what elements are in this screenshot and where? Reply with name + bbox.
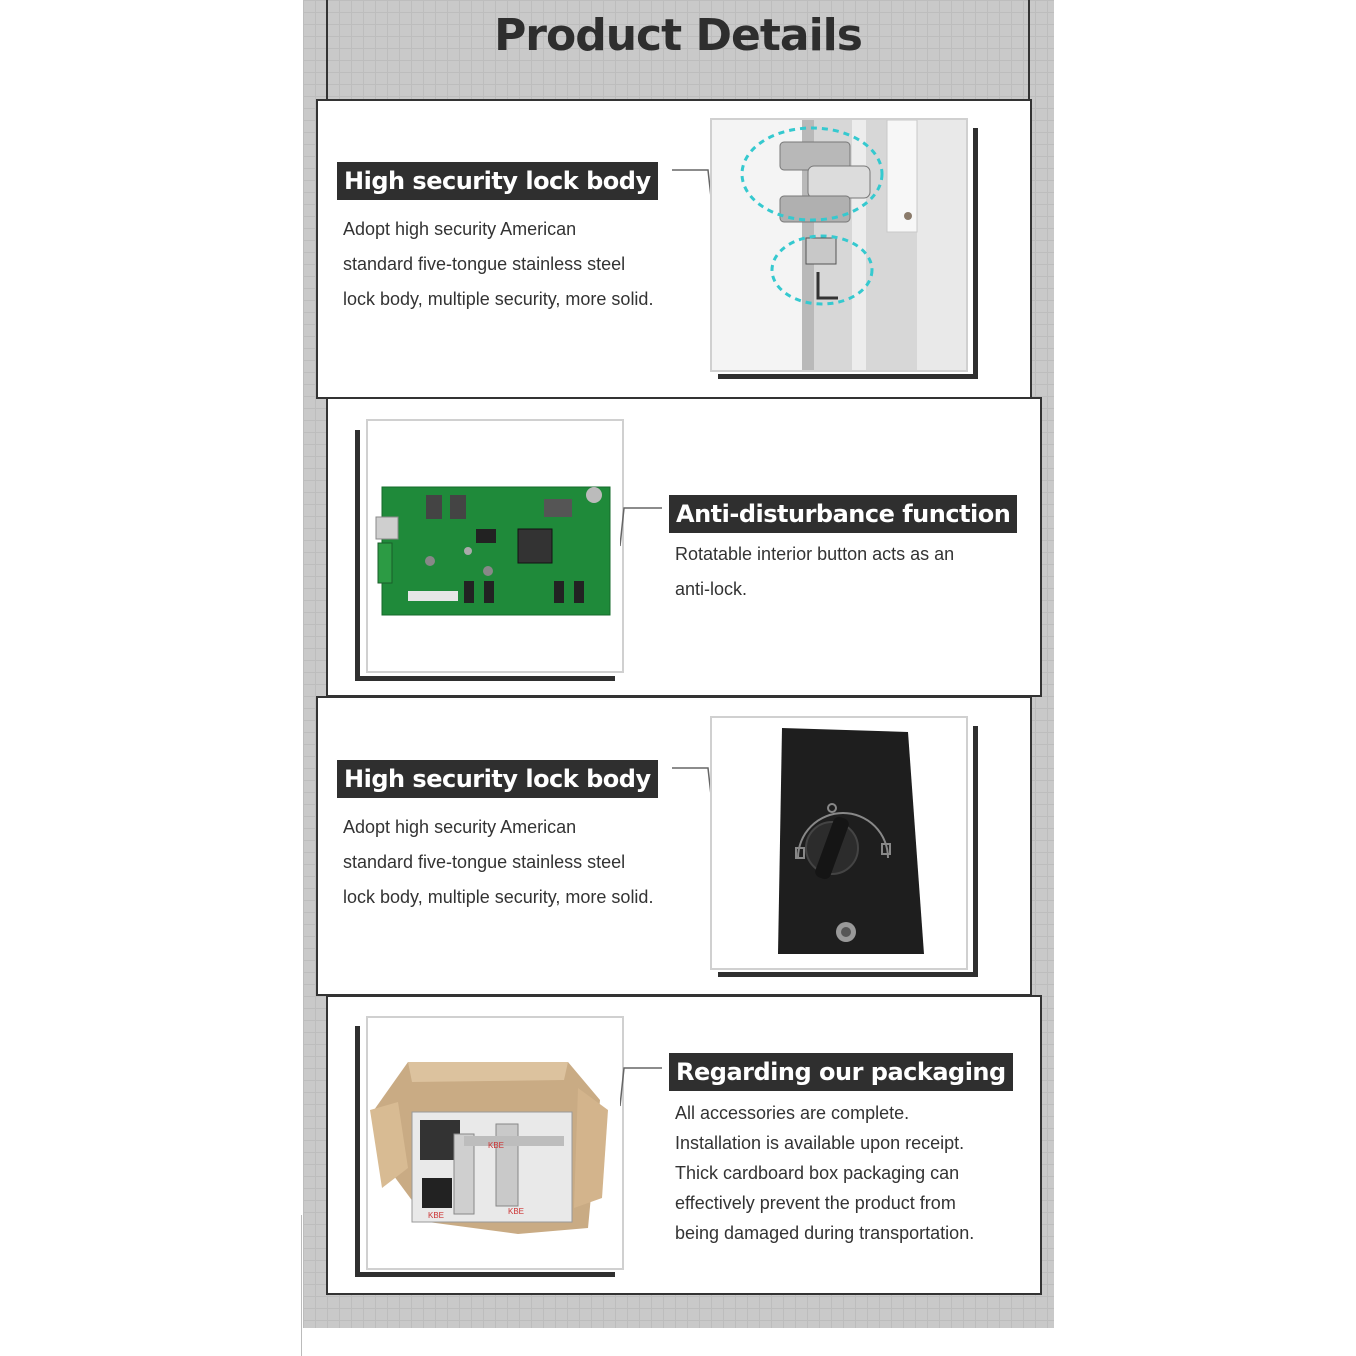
svg-text:KBE: KBE — [488, 1141, 505, 1150]
description-line: effectively prevent the product from — [675, 1193, 956, 1213]
description-line: lock body, multiple security, more solid. — [343, 289, 654, 309]
section-heading: Regarding our packaging — [669, 1053, 1013, 1091]
section-description — [343, 212, 653, 317]
svg-text:KBE: KBE — [428, 1211, 445, 1220]
frame-shadow — [355, 1272, 615, 1277]
section-description — [675, 1098, 974, 1248]
svg-text:KBE: KBE — [508, 1207, 525, 1216]
frame-shadow — [718, 972, 978, 977]
description-line: Installation is available upon receipt. — [675, 1133, 965, 1153]
description-line: Rotatable interior button acts as an — [675, 544, 955, 564]
pointer-arrow — [620, 506, 664, 550]
section-description — [675, 537, 954, 607]
title-header — [326, 0, 1030, 100]
frame-shadow — [355, 430, 360, 681]
section-heading: High security lock body — [337, 162, 658, 200]
product-image-frame — [366, 1016, 624, 1270]
frame-shadow — [355, 676, 615, 681]
divider — [301, 1215, 302, 1356]
pointer-arrow — [672, 168, 714, 210]
lock-body-bolts-photo — [712, 120, 966, 370]
product-image-frame — [366, 419, 624, 673]
frame-shadow — [973, 726, 978, 977]
section-heading: High security lock body — [337, 760, 658, 798]
description-line: being damaged during transportation. — [675, 1223, 975, 1243]
circuit-board-photo — [368, 421, 622, 671]
description-line: Adopt high security American — [343, 817, 577, 837]
frame-shadow — [973, 128, 978, 379]
page-title: Product Details — [494, 10, 862, 61]
product-image-frame — [710, 716, 968, 970]
description-line: standard five-tongue stainless steel — [343, 852, 626, 872]
pointer-arrow — [620, 1066, 664, 1110]
pointer-arrow — [672, 766, 714, 808]
description-line: standard five-tongue stainless steel — [343, 254, 626, 274]
frame-shadow — [718, 374, 978, 379]
description-line: Adopt high security American — [343, 219, 577, 239]
section-heading: Anti-disturbance function — [669, 495, 1017, 533]
description-line: All accessories are complete. — [675, 1103, 910, 1123]
section-description — [343, 810, 653, 915]
frame-shadow — [355, 1026, 360, 1277]
description-line: lock body, multiple security, more solid. — [343, 887, 654, 907]
packaging-box-photo — [368, 1018, 622, 1268]
description-line: anti-lock. — [675, 579, 748, 599]
product-image-frame — [710, 118, 968, 372]
description-line: Thick cardboard box packaging can — [675, 1163, 960, 1183]
interior-thumb-turn-photo — [712, 718, 966, 968]
